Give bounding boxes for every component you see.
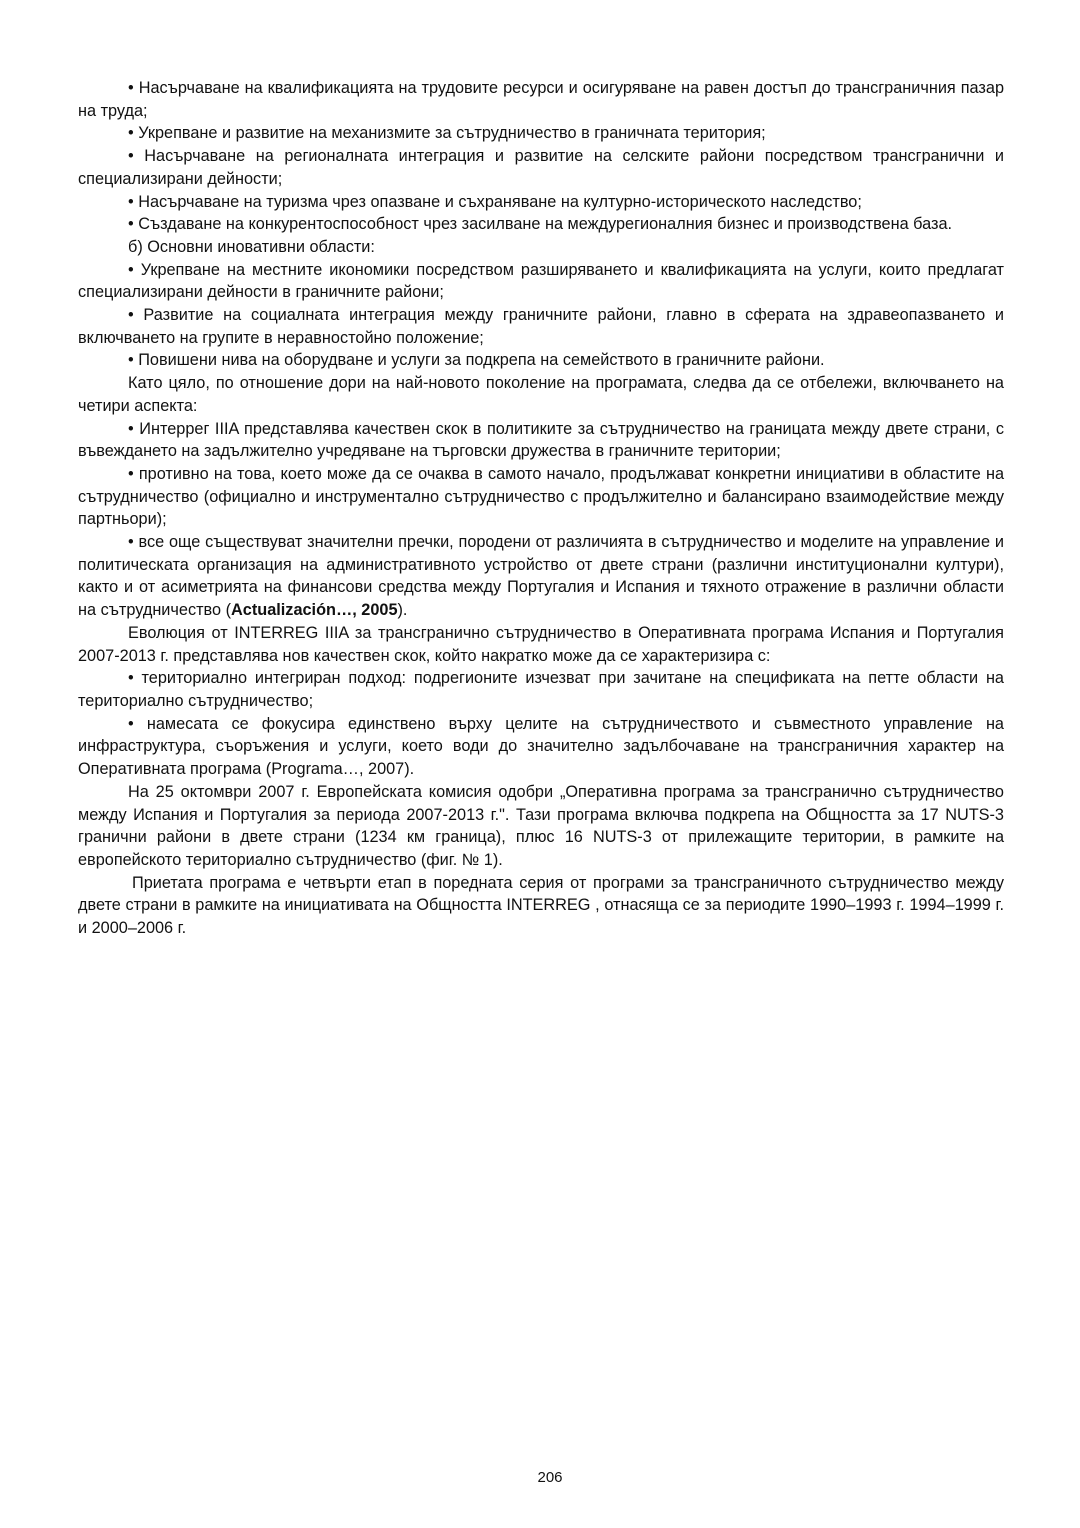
paragraph-6: б) Основни иновативни области: <box>128 237 375 256</box>
paragraph-13-text: • все още съществуват значителни пречки, породени от различията в сътрудничество и моделите на управление и политическата организация на административното устройство от двете страни (различни институционални култури), както и от асиметрията на финансови средства между Португалия и Испания и тяхното отражение в различни области на сътрудничество ( <box>78 533 1004 620</box>
citation-close: ). <box>397 601 408 620</box>
paragraph-4: • Насърчаване на туризма чрез опазване и съхраняване на културно-историческото наследство; <box>128 192 862 211</box>
citation-bold: Actualización…, 2005 <box>231 601 398 620</box>
paragraph-7: • Укрепване на местните икономики посредством разширяването и квалификацията на услуги, които предлагат специализирани дейности в граничните райони; <box>78 260 1004 302</box>
paragraph-8: • Развитие на социалната интеграция между граничните райони, главно в сферата на здравеопазването и включването на групите в неравностойно положение; <box>78 306 1004 347</box>
paragraph-16: • намесата се фокусира единствено върху целите на сътрудничеството и съвместното управление на инфраструктура, съоръжения и услуги, което води до значително задълбочаване на трансграничния характер на Оперативната програма (Programa…, 2007). <box>78 714 1004 779</box>
page-number: 206 <box>537 1469 563 1486</box>
paragraph-15: • териториално интегриран подход: подрегионите изчезват при зачитане на спецификата на петте области на териториално сътрудничество; <box>78 669 1004 710</box>
paragraph-9: • Повишени нива на оборудване и услуги за подкрепа на семейството в граничните райони. <box>128 351 825 370</box>
paragraph-10: Като цяло, по отношение дори на най-новото поколение на програмата, следва да се отбележи, включването на четири аспекта: <box>78 374 1004 415</box>
paragraph-2: • Укрепване и развитие на механизмите за сътрудничество в граничната територия; <box>128 124 766 143</box>
paragraph-14: Еволюция от INTERREG IIIA за трансгранично сътрудничество в Оперативната програма Испания и Португалия 2007-2013 г. представлява нов качествен скок, който накратко може да се характеризира с: <box>78 623 1004 665</box>
paragraph-11: • Интеррег IIIA представлява качествен скок в политиките за сътрудничество на границата между двете страни, с въвеждането на задължително учредяване на търговски дружества в граничните територии; <box>78 419 1004 461</box>
paragraph-13 <box>78 531 1004 622</box>
paragraph-5: • Създаване на конкурентоспособност чрез засилване на междурегионалния бизнес и производствена база. <box>128 215 953 234</box>
paragraph-12: • противно на това, което може да се очаква в самото начало, продължават конкретни инициативи в областите на сътрудничество (официално и инструментално сътрудничество с продължително и балансирано взаимодействие между партньори); <box>78 464 1004 529</box>
paragraph-17: На 25 октомври 2007 г. Европейската комисия одобри „Оперативна програма за трансгранично сътрудничество между Испания и Португалия за периода 2007-2013 г.". Тази програма включва подкрепа на Общността за 17 NUTS-3 гранични райони в двете страни (1234 км граница), плюс 16 NUTS-3 от прилежащите територии, в рамките на европейското териториално сътрудничество (фиг. № 1). <box>78 782 1004 869</box>
paragraph-1: • Насърчаване на квалификацията на трудовите ресурси и осигуряване на равен достъп до трансграничния пазар на труда; <box>78 79 1004 120</box>
document-body <box>78 77 1004 940</box>
paragraph-3: • Насърчаване на регионалната интеграция и развитие на селските райони посредством трансгранични и специализирани дейности; <box>78 147 1004 188</box>
paragraph-18: Приетата програма е четвърти етап в поредната серия от програми за трансграничното сътрудничество между двете страни в рамките на инициативата на Общността INTERREG , отнасяща се за периодите 1990–1993 г. 1994–1999 г. и 2000–2006 г. <box>78 873 1004 938</box>
